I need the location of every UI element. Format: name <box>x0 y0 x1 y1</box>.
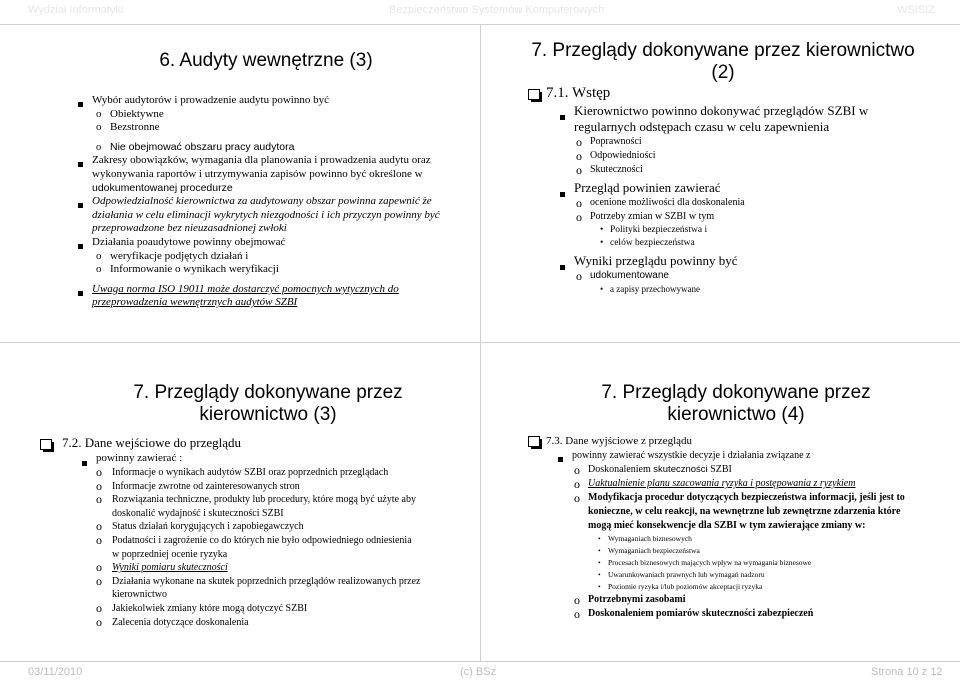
header-left: Wydział Informatyki <box>28 4 124 16</box>
list-item: • a zapisy przechowywane <box>600 284 700 294</box>
bullet-square-icon <box>78 162 83 167</box>
list-item: o Doskonaleniem skuteczności SZBI <box>574 463 732 477</box>
slide-title: 6. Audyty wewnętrzne (3) <box>159 50 373 71</box>
list-item: • Polityki bezpieczeństwa i <box>600 225 708 235</box>
list-item: powinny zawierać : <box>40 451 460 466</box>
page-footer <box>0 662 960 684</box>
footer-date: 03/11/2010 <box>28 666 83 678</box>
slide-przeglady-4 <box>528 370 928 658</box>
list-item: Kierownictwo powinno dokonywać przeglądów SZBI w regularnych odstępach czasu w celu zapewnienia <box>528 103 918 135</box>
bullet-square-icon <box>78 102 83 107</box>
slide-przeglady-2 <box>528 40 918 336</box>
page-header <box>0 0 960 24</box>
list-item: Zakresy obowiązków, wymagania dla planowania i prowadzenia audytu oraz wykonywania raportów i utrzymywania zapisów powinno być określone w udokumentowanej procedurze <box>78 154 454 195</box>
list-item: o Podatności i zagrożenie co do których nie było odpowiedniego odniesienia w poprzedniej ocenie ryzyka <box>96 532 412 560</box>
slide-audyty-3 <box>78 40 454 336</box>
slide-przeglady-3 <box>40 370 460 658</box>
list-item: Przegląd powinien zawierać <box>528 180 918 196</box>
bullet-square-icon <box>78 203 83 208</box>
list-item: • Procesach biznesowych mających wpływ na wymagania biznesowe <box>598 558 812 567</box>
slide-body <box>528 84 918 296</box>
list-item: o Skuteczności <box>576 163 643 177</box>
footer-page: Strona 10 z 12 <box>871 666 943 678</box>
list-item: o ocenione możliwości dla doskonalenia <box>576 196 745 210</box>
slide-body <box>40 434 460 629</box>
list-item: o Potrzeby zmian w SZBI w tym <box>576 210 715 224</box>
list-item: o Potrzebnymi zasobami <box>574 593 686 607</box>
list-item: Uwaga norma ISO 19011 może dostarczyć pomocnych wytycznych do przeprowadzenia wewnętrznych audytów SZBI <box>78 283 454 310</box>
list-item: • Uwarunkowaniach prawnych lub wymagań nadzoru <box>598 570 765 579</box>
list-item: Działania poaudytowe powinny obejmować <box>78 236 454 250</box>
list-item: o Doskonaleniem pomiarów skuteczności zabezpieczeń <box>574 607 814 621</box>
list-item: Wybór audytorów i prowadzenie audytu powinno być <box>78 94 454 108</box>
list-item: o Działania wykonane na skutek poprzednich przeglądów realizowanych przez kierownictwo <box>96 573 421 601</box>
bullet-square-icon <box>560 115 565 120</box>
list-item: o Obiektywne <box>96 107 164 120</box>
list-item: o Wyniki pomiaru skuteczności <box>96 560 228 575</box>
slide-title: 7. Przeglądy dokonywane przez kierownictwo (2) <box>531 40 915 83</box>
bullet-square-icon <box>78 244 83 249</box>
list-item: o udokumentowane <box>576 269 669 283</box>
list-item: o Bezstronne <box>96 121 160 134</box>
list-item: 7.2. Dane wejściowe do przeglądu <box>40 434 460 451</box>
list-item: o Zalecenia dotyczące doskonalenia <box>96 614 249 629</box>
list-item: o Uaktualnienie planu szacowania ryzyka i postępowania z ryzykiem <box>574 477 856 491</box>
list-item: o Odpowiedniości <box>576 149 656 163</box>
list-item: Wyniki przeglądu powinny być <box>528 253 918 269</box>
slide-body <box>78 94 454 310</box>
checkbox-icon <box>528 436 540 447</box>
list-item: o Rozwiązania techniczne, produkty lub procedury, które mogą być użyte aby doskonalić wydajność i skuteczności SZBI <box>96 492 416 519</box>
bullet-square-icon <box>78 291 83 296</box>
list-item: o Informacje zwrotne od zainteresowanych stron <box>96 478 300 493</box>
list-item: • Wymaganiach bezpieczeństwa <box>598 546 700 555</box>
list-item: o Informacje o wynikach audytów SZBI oraz poprzednich przeglądach <box>96 465 389 479</box>
slide-title: 7. Przeglądy dokonywane przez kierownictwo (3) <box>133 382 403 425</box>
checkbox-icon <box>40 439 52 450</box>
list-item: 7.3. Dane wyjściowe z przeglądu <box>528 434 928 449</box>
list-item: • celów bezpieczeństwa <box>600 238 695 248</box>
slide-body <box>528 434 928 621</box>
slide-title: 7. Przeglądy dokonywane przez kierownictwo (4) <box>601 382 871 425</box>
list-item: o Poprawności <box>576 135 642 149</box>
list-item: o Nie obejmować obszaru pracy audytora <box>96 140 295 153</box>
header-right: WSISIZ <box>897 4 935 16</box>
bullet-square-icon <box>558 457 563 462</box>
list-item: 7.1. Wstęp <box>528 84 918 103</box>
checkbox-icon <box>528 89 540 100</box>
list-item: powinny zawierać wszystkie decyzje i działania związane z <box>528 449 928 463</box>
center-divider <box>480 24 481 662</box>
list-item: • Poziomie ryzyka i/lub poziomów akceptacji ryzyka <box>598 582 763 591</box>
list-item: o Informowanie o wynikach weryfikacji <box>96 263 279 276</box>
list-item: o Status działań korygujących i zapobiegawczych <box>96 519 304 534</box>
list-item: o Modyfikacja procedur dotyczących bezpieczeństwa informacji, jeśli jest to konieczne, w celu reakcji, na wewnętrzne lub zewnętrzne zdarzenia które mogą mieć konsekwencje dla SZBI w tym zawierające zmiany w: <box>574 491 905 531</box>
list-item: Odpowiedzialność kierownictwa za audytowany obszar powinna zapewnić że działania w celu eliminacji wykrytych niezgodności i ich przyczyn powinny być przeprowadzone bez nieuzasadnionej zwłoki <box>78 195 454 236</box>
list-item: o weryfikacje podjętych działań i <box>96 249 249 262</box>
list-item: o Jakiekolwiek zmiany które mogą dotyczyć SZBI <box>96 600 308 615</box>
footer-author: (c) BSz <box>460 666 497 678</box>
list-item: • Wymaganiach biznesowych <box>598 534 692 543</box>
header-center: Bezpieczeństwo Systemów Komputerowych <box>389 4 605 16</box>
